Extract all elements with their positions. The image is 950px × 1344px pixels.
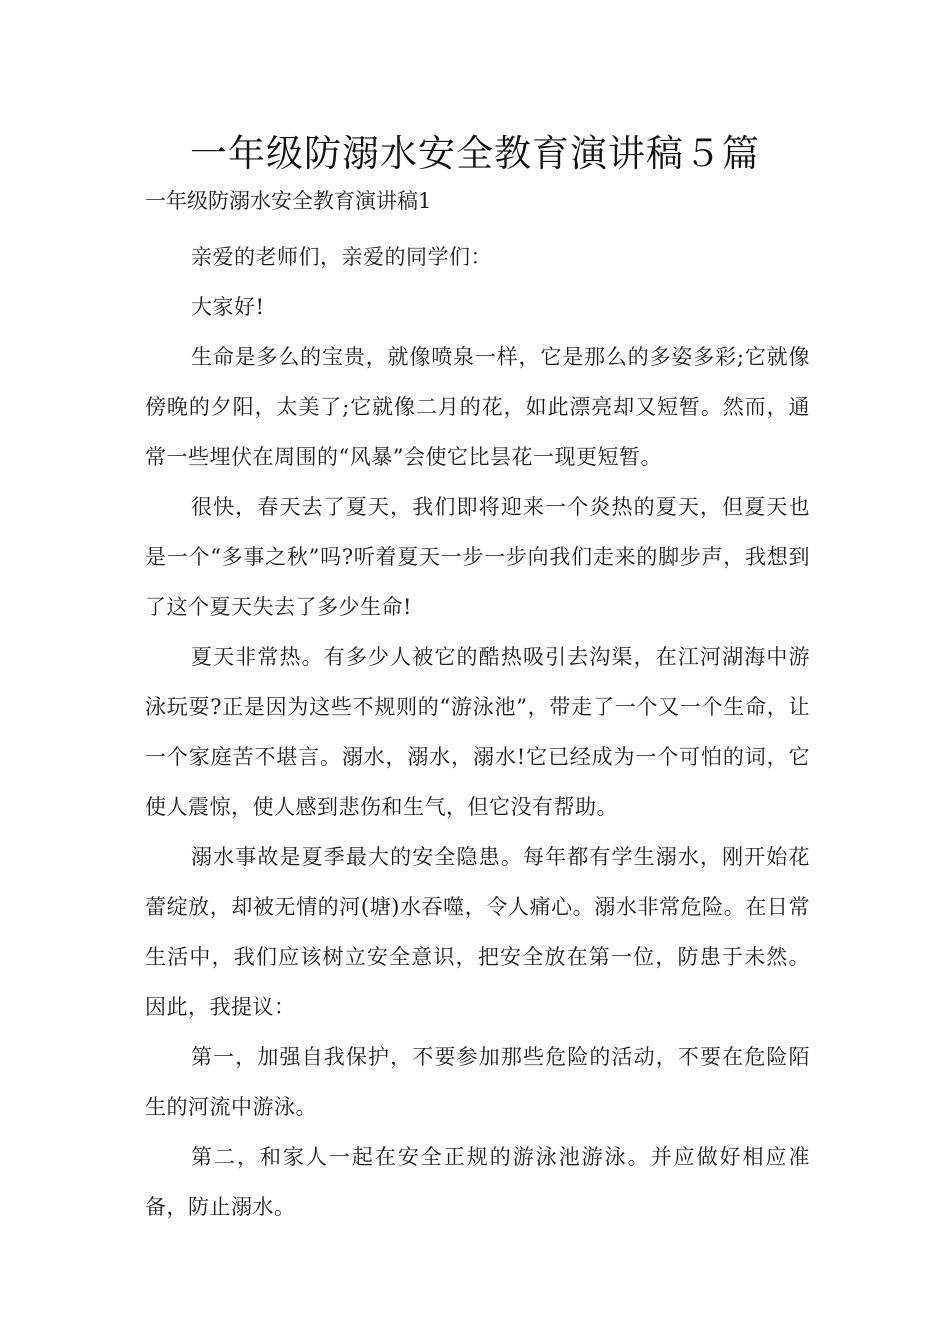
paragraph: 很快，春天去了夏天，我们即将迎来一个炎热的夏天，但夏天也是一个“多事之秋”吗?听着夏天一步一步向我们走来的脚步声，我想到了这个夏天失去了多少生命! <box>145 495 810 619</box>
paragraph: 夏天非常热。有多少人被它的酷热吸引去沟渠，在江河湖海中游泳玩耍?正是因为这些不规则的“游泳池”，带走了一个又一个生命，让一个家庭苦不堪言。溺水，溺水，溺水!它已经成为一个可怕的词，它使人震惊，使人感到悲伤和生气，但它没有帮助。 <box>145 645 810 819</box>
document-title: 一年级防溺水安全教育演讲稿５篇 <box>190 132 760 175</box>
paragraph-greeting: 大家好! <box>191 295 265 319</box>
paragraph: 第一，加强自我保护，不要参加那些危险的活动，不要在危险陌生的河流中游泳。 <box>145 1045 810 1119</box>
section-heading: 一年级防溺水安全教育演讲稿1 <box>145 189 432 213</box>
document-body <box>145 232 810 1232</box>
paragraph: 生命是多么的宝贵，就像喷泉一样，它是那么的多姿多彩;它就像傍晚的夕阳，太美了;它就像二月的花，如此漂亮却又短暂。然而，通常一些埋伏在周围的“风暴”会使它比昙花一现更短暂。 <box>145 345 810 469</box>
paragraph-salutation: 亲爱的老师们，亲爱的同学们： <box>191 245 492 269</box>
paragraph: 溺水事故是夏季最大的安全隐患。每年都有学生溺水，刚开始花蕾绽放，却被无情的河(塘)水吞噬，令人痛心。溺水非常危险。在日常生活中，我们应该树立安全意识，把安全放在第一位，防患于未然。因此，我提议： <box>145 845 810 1019</box>
paragraph: 第二，和家人一起在安全正规的游泳池游泳。并应做好相应准备，防止溺水。 <box>145 1145 810 1219</box>
